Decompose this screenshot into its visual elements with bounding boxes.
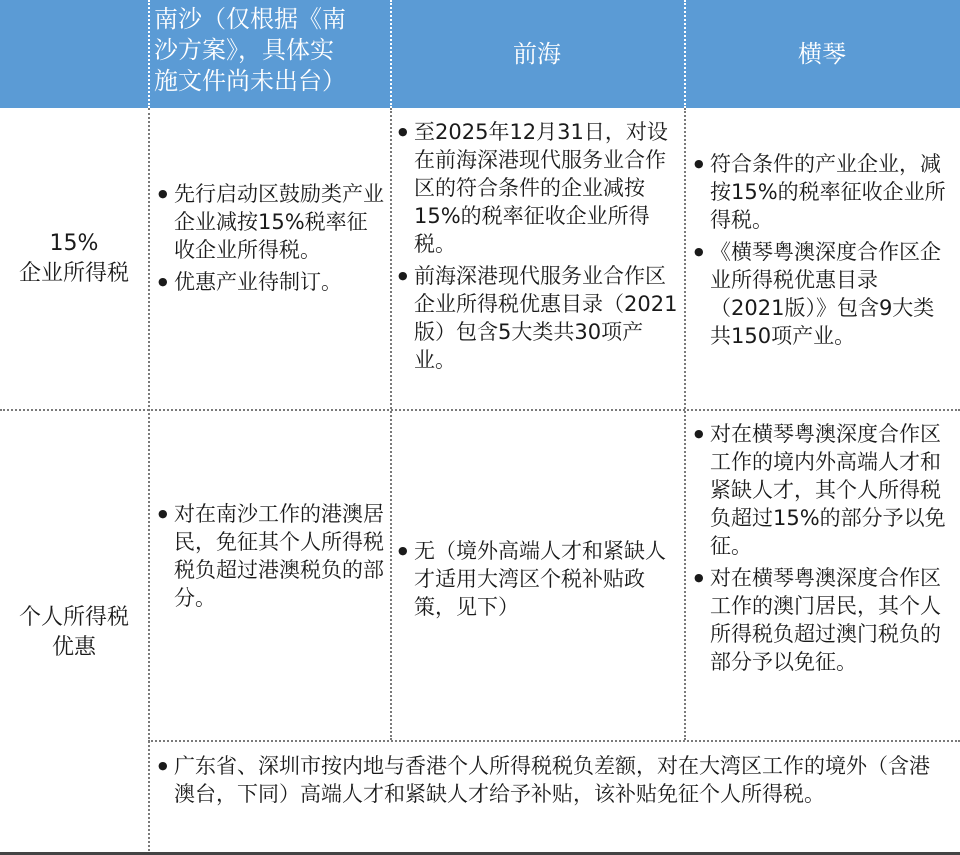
bullet-item: ● 对在横琴粤澳深度合作区工作的境内外高端人才和紧缺人才，其个人所得税负超过15%的部分予以免征。: [694, 420, 952, 560]
bullet-item: ● 无（境外高端人才和紧缺人才适用大湾区个税补贴政策，见下）: [398, 537, 680, 621]
row-label-individual-tax: [0, 411, 148, 855]
row-label-line: 优惠: [51, 635, 96, 660]
cell-nansha-individual: [158, 500, 386, 616]
header-qianhai: 前海: [513, 39, 561, 68]
header-nansha-line: 沙方案》，具体实: [154, 36, 334, 64]
header-divider: [148, 0, 150, 108]
bullet-item: ● 广东省、深圳市按内地与香港个人所得税税负差额，对在大湾区工作的境外（含港澳台，下同）高端人才和紧缺人才给予补贴，该补贴免征个人所得税。: [158, 752, 948, 808]
cell-gba-subsidy-note: [158, 752, 948, 812]
header-divider: [684, 0, 686, 108]
header-divider: [390, 0, 392, 108]
column-divider: [390, 108, 392, 740]
cell-qianhai-individual: [398, 537, 680, 625]
row-label-corporate-tax: [0, 108, 148, 409]
column-divider: [148, 108, 150, 855]
cell-qianhai-corporate: [398, 118, 680, 378]
column-divider: [684, 108, 686, 740]
header-nansha-line: 施文件尚未出台）: [154, 67, 346, 95]
row-divider: [148, 740, 960, 742]
bullet-item: ● 先行启动区鼓励类产业企业减按15%税率征收企业所得税。: [158, 180, 386, 264]
row-label-line: 个人所得税: [18, 605, 129, 630]
header-nansha-line: 南沙（仅根据《南: [154, 5, 346, 33]
bullet-item: ● 符合条件的产业企业，减按15%的税率征收企业所得税。: [694, 150, 952, 234]
bullet-item: ● 前海深港现代服务业合作区企业所得税优惠目录（2021版）包含5大类共30项产业。: [398, 262, 680, 374]
cell-nansha-corporate: [158, 180, 386, 300]
bullet-item: ● 《横琴粤澳深度合作区企业所得税优惠目录（2021版）》包含9大类共150项产业。: [694, 238, 952, 350]
cell-hengqin-individual: [694, 420, 952, 680]
row-label-line: 企业所得税: [18, 260, 129, 286]
bullet-item: ● 至2025年12月31日，对设在前海深港现代服务业合作区的符合条件的企业减按15%的税率征收企业所得税。: [398, 118, 680, 258]
bullet-item: ● 优惠产业待制订。: [158, 268, 386, 296]
bullet-item: ● 对在南沙工作的港澳居民，免征其个人所得税税负超过港澳税负的部分。: [158, 500, 386, 612]
bullet-item: ● 对在横琴粤澳深度合作区工作的澳门居民，其个人所得税负超过澳门税负的部分予以免征。: [694, 564, 952, 676]
header-hengqin: 横琴: [798, 39, 846, 68]
row-label-line: 15%: [49, 230, 99, 256]
cell-hengqin-corporate: [694, 150, 952, 354]
header-nansha: [148, 0, 391, 108]
